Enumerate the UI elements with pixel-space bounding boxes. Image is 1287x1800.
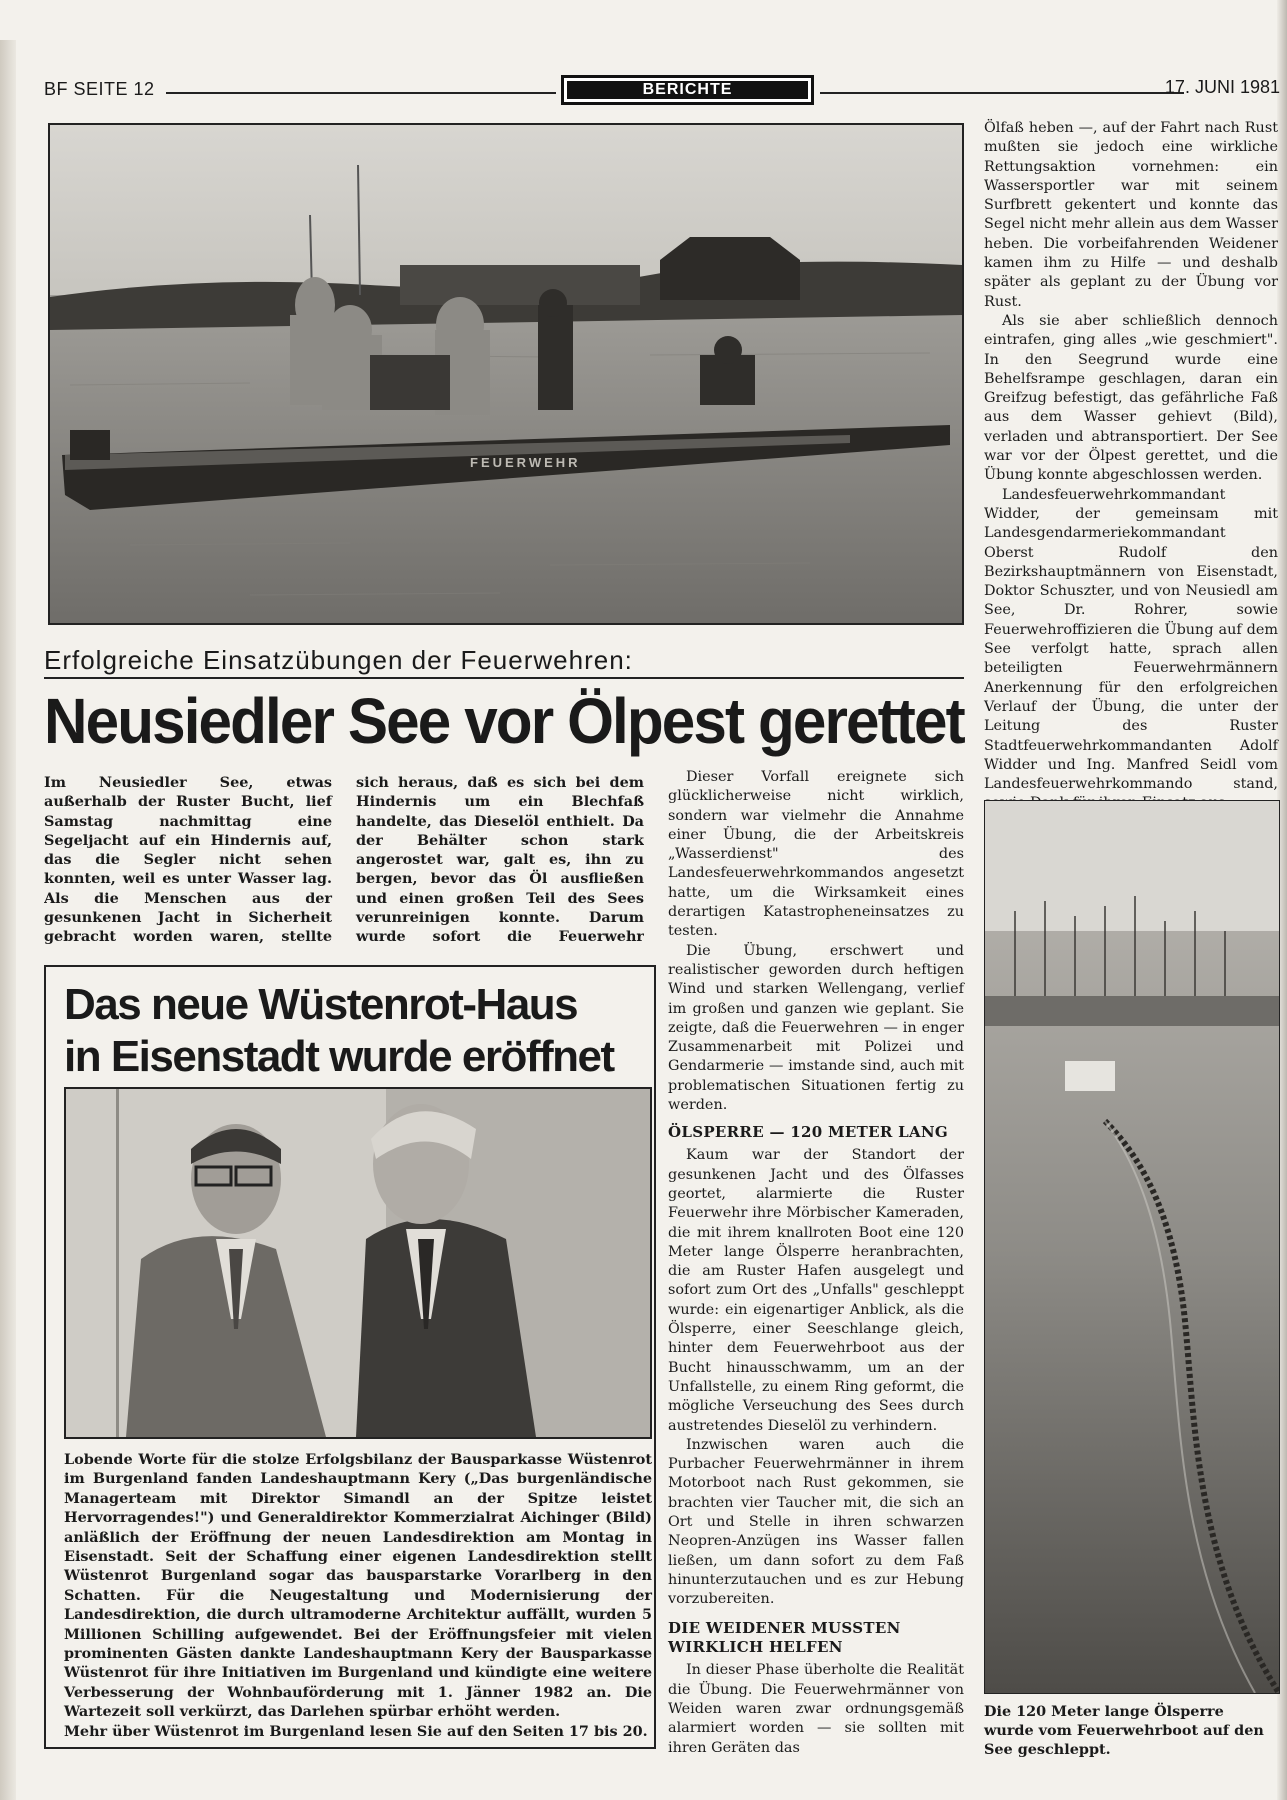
subheading-oelsperre: ÖLSPERRE — 120 METER LANG xyxy=(668,1123,949,1142)
lead-column-1 xyxy=(44,773,644,949)
paragraph-2: Die Übung, erschwert und realistischer geworden durch heftigen Wind und starken Wellengang, verlief im großen und ganzen wie geplant. Sie zeigte, daß die Feuerwehren — in enger Zusammenarbeit mit Polizei und Gendarmerie — imstande sind, auch mit problematischen Situationen fertig zu werden. xyxy=(668,942,964,1114)
subheading-weidener xyxy=(668,1619,964,1657)
header-rule-right xyxy=(820,92,1184,94)
paragraph-3: Kaum war der Standort der gesunkenen Jacht und des Ölfasses geortet, alarmierte die Ruster Feuerwehr ihre Mörbischer Kameraden, die mit ihrem knallroten Boot eine 120 Meter lange Ölsperre heranbrachten, die am Ruster Hafen ausgelegt und sofort zum Ort des „Unfalls" geschleppt wurde: ein eigenartiger Anblick, als die Ölsperre, einer Seeschlange gleich, hinter dem Feuerwehrboot aus der Bucht hinausschwamm, um an der Unfallstelle, zu einem Ring geformt, die mögliche Verseuchung des Sees durch austretendes Dieselöl zu verhindern. xyxy=(668,1147,964,1434)
article-kicker: Erfolgreiche Einsatzübungen der Feuerwehren: xyxy=(44,645,633,675)
wuestenrot-photo-image xyxy=(66,1089,650,1437)
boat-photo-image xyxy=(50,125,962,623)
wuestenrot-caption-more: Mehr über Wüstenrot im Burgenland lesen Sie auf den Seiten 17 bis 20. xyxy=(64,1722,648,1740)
wuestenrot-box xyxy=(44,965,656,1749)
oil-barrier-photo xyxy=(984,800,1280,1694)
boat-label-text: FEUERWEHR xyxy=(470,455,581,470)
section-label: BERICHTE xyxy=(567,81,808,99)
boat-photo xyxy=(48,123,964,625)
wuestenrot-photo xyxy=(64,1087,652,1439)
wuestenrot-headline-line-1: Das neue Wüstenrot-Haus xyxy=(64,980,578,1029)
paragraph-r1: Ölfaß heben —, auf der Fahrt nach Rust mußten sie jedoch eine wirkliche Rettungsaktion vornehmen: ein Wassersportler war mit seinem Surfbrett gekentert und konnte das Segel nicht mehr allein aus dem Wasser heben. Die vorbeifahrenden Weidener kamen ihm zu Hilfe — und deshalb später als geplant zu der Übung vor Rust. xyxy=(984,120,1278,310)
page-header xyxy=(44,75,1280,105)
subheading-weidener-line-1: DIE WEIDENER MUSSTEN xyxy=(668,1619,901,1638)
wuestenrot-headline xyxy=(64,979,644,1083)
article-column-4 xyxy=(984,119,1278,814)
lead-paragraph: Im Neusiedler See, etwas außerhalb der Ruster Bucht, lief Samstag nachmittag eine Segeljacht auf ein Hindernis auf, das die Segler nicht sehen konnten, weil es unter Wasser lag. Als die Menschen aus der gesunkenen Jacht in Sicherheit gebracht worden waren, stellte sich heraus, daß es sich bei dem Hindernis um ein Blechfaß handelte, das Dieselöl enthielt. Da der Behälter schon stark angerostet war, galt es, ihn zu bergen, bevor das Öl ausfließen und einen großen Teil des Sees verunreinigen konnte. Darum wurde sofort die Feuerwehr xyxy=(44,774,644,946)
paragraph-r3: Landesfeuerwehrkommandant Widder, der gemeinsam mit Landesgendarmeriekommandant Oberst Rudolf den Bezirkshauptmännern von Eisenstadt, Doktor Schuszter, und von Neusiedl am See, Dr. Rohrer, sowie Feuerwehroffizieren die Übung auf dem See verfolgt hatte, sprach allen beteiligten Feuerwehrmännern Anerkennung für den erfolgreichen Verlauf der Übung, die unter der Leitung des Ruster Stadtfeuerwehrkommandanten Adolf Widder und Ing. Manfred Seidl vom Landesfeuerwehrkommando stand, xyxy=(984,486,1278,793)
paragraph-5: In dieser Phase überholte die Realität die Übung. Die Feuerwehrmänner von Weiden waren zwar ordnungsgemäß alarmiert worden — sie sollten mit ihren Geräten das xyxy=(668,1662,964,1756)
page-binding-shadow xyxy=(0,40,16,1800)
oil-barrier-caption: Die 120 Meter lange Ölsperre wurde vom Feuerwehrboot auf den See geschleppt. xyxy=(984,1703,1264,1758)
issue-date: 17. JUNI 1981 xyxy=(1164,77,1280,97)
article-headline: Neusiedler See vor Ölpest gerettet xyxy=(44,685,964,757)
section-badge xyxy=(561,75,814,105)
article-column-3 xyxy=(668,768,964,1758)
page-number: BF SEITE 12 xyxy=(44,79,155,99)
paragraph-4: Inzwischen waren auch die Purbacher Feuerwehrmänner in ihrem Motorboot nach Rust gekommen, sie brachten vier Taucher mit, die sich an Ort und Stelle in ihren schwarzen Neopren-Anzügen ins Wasser fallen ließen, um dann sofort zu dem Faß hinunterzutauchen und es zur Hebung vorzubereiten. xyxy=(668,1436,964,1608)
wuestenrot-caption xyxy=(64,1450,652,1741)
paragraph-1: Dieser Vorfall ereignete sich glücklicherweise nicht wirklich, sondern war vielmehr die Annahme einer Übung, die der Arbeitskreis „Wasserdienst" des Landesfeuerwehrkommandos angesetzt hatte, um die Wirksamkeit eines derartigen Katastropheneinsatzes zu testen. xyxy=(668,769,964,940)
wuestenrot-caption-text: Lobende Worte für die stolze Erfolgsbilanz der Bausparkasse Wüstenrot im Burgenland fanden Landeshauptmann Kery („Das burgenländische Managerteam mit Direktor Simandl an der Spitze leistet Hervorragendes!") und Generaldirektor Kommerzialrat Aichinger (Bild) anläßlich der Eröffnung der neuen Landesdirektion am Montag in Eisenstadt. Seit der Schaffung einer eigenen Landesdirektion stellt Wüstenrot Burgenland sogar das bausparstarke Vorarlberg in den Schatten. Für die Neugestaltung und Modernisierung der Landesdirektion, die durch ultramoderne Architektur auffällt, wurden 5 Millionen Schilling aufgewendet. Bei der Eröffnungsfeier mit vielen prominenten Gästen dankte Landeshauptmann Kery der Bausparkasse Wüstenrot für ihre Initiativen im Burgenland und kündigte eine weitere Verbesserung der Wohnbauförderung mit 1. Jänner 1982 an. Die Wartezeit soll verkürzt, das Darlehen spürbar erhöht werden. xyxy=(64,1451,652,1721)
kicker-underline xyxy=(44,677,964,679)
paragraph-r2: Als sie aber schließlich dennoch eintrafen, ging alles „wie geschmiert". In den Seegrund wurde eine Behelfsrampe geschlagen, daran ein Greifzug befestigt, das gefährliche Faß aus dem Wasser gehievt (Bild), verladen und abtransportiert. Der See war vor der Ölpest gerettet, und die Übung konnte abgeschlossen werden. xyxy=(984,312,1278,484)
wuestenrot-headline-line-2: in Eisenstadt wurde eröffnet xyxy=(64,1032,614,1081)
header-rule-left xyxy=(166,92,556,94)
oil-barrier-photo-image xyxy=(985,801,1279,1693)
subheading-weidener-line-2: WIRKLICH HELFEN xyxy=(668,1638,843,1657)
